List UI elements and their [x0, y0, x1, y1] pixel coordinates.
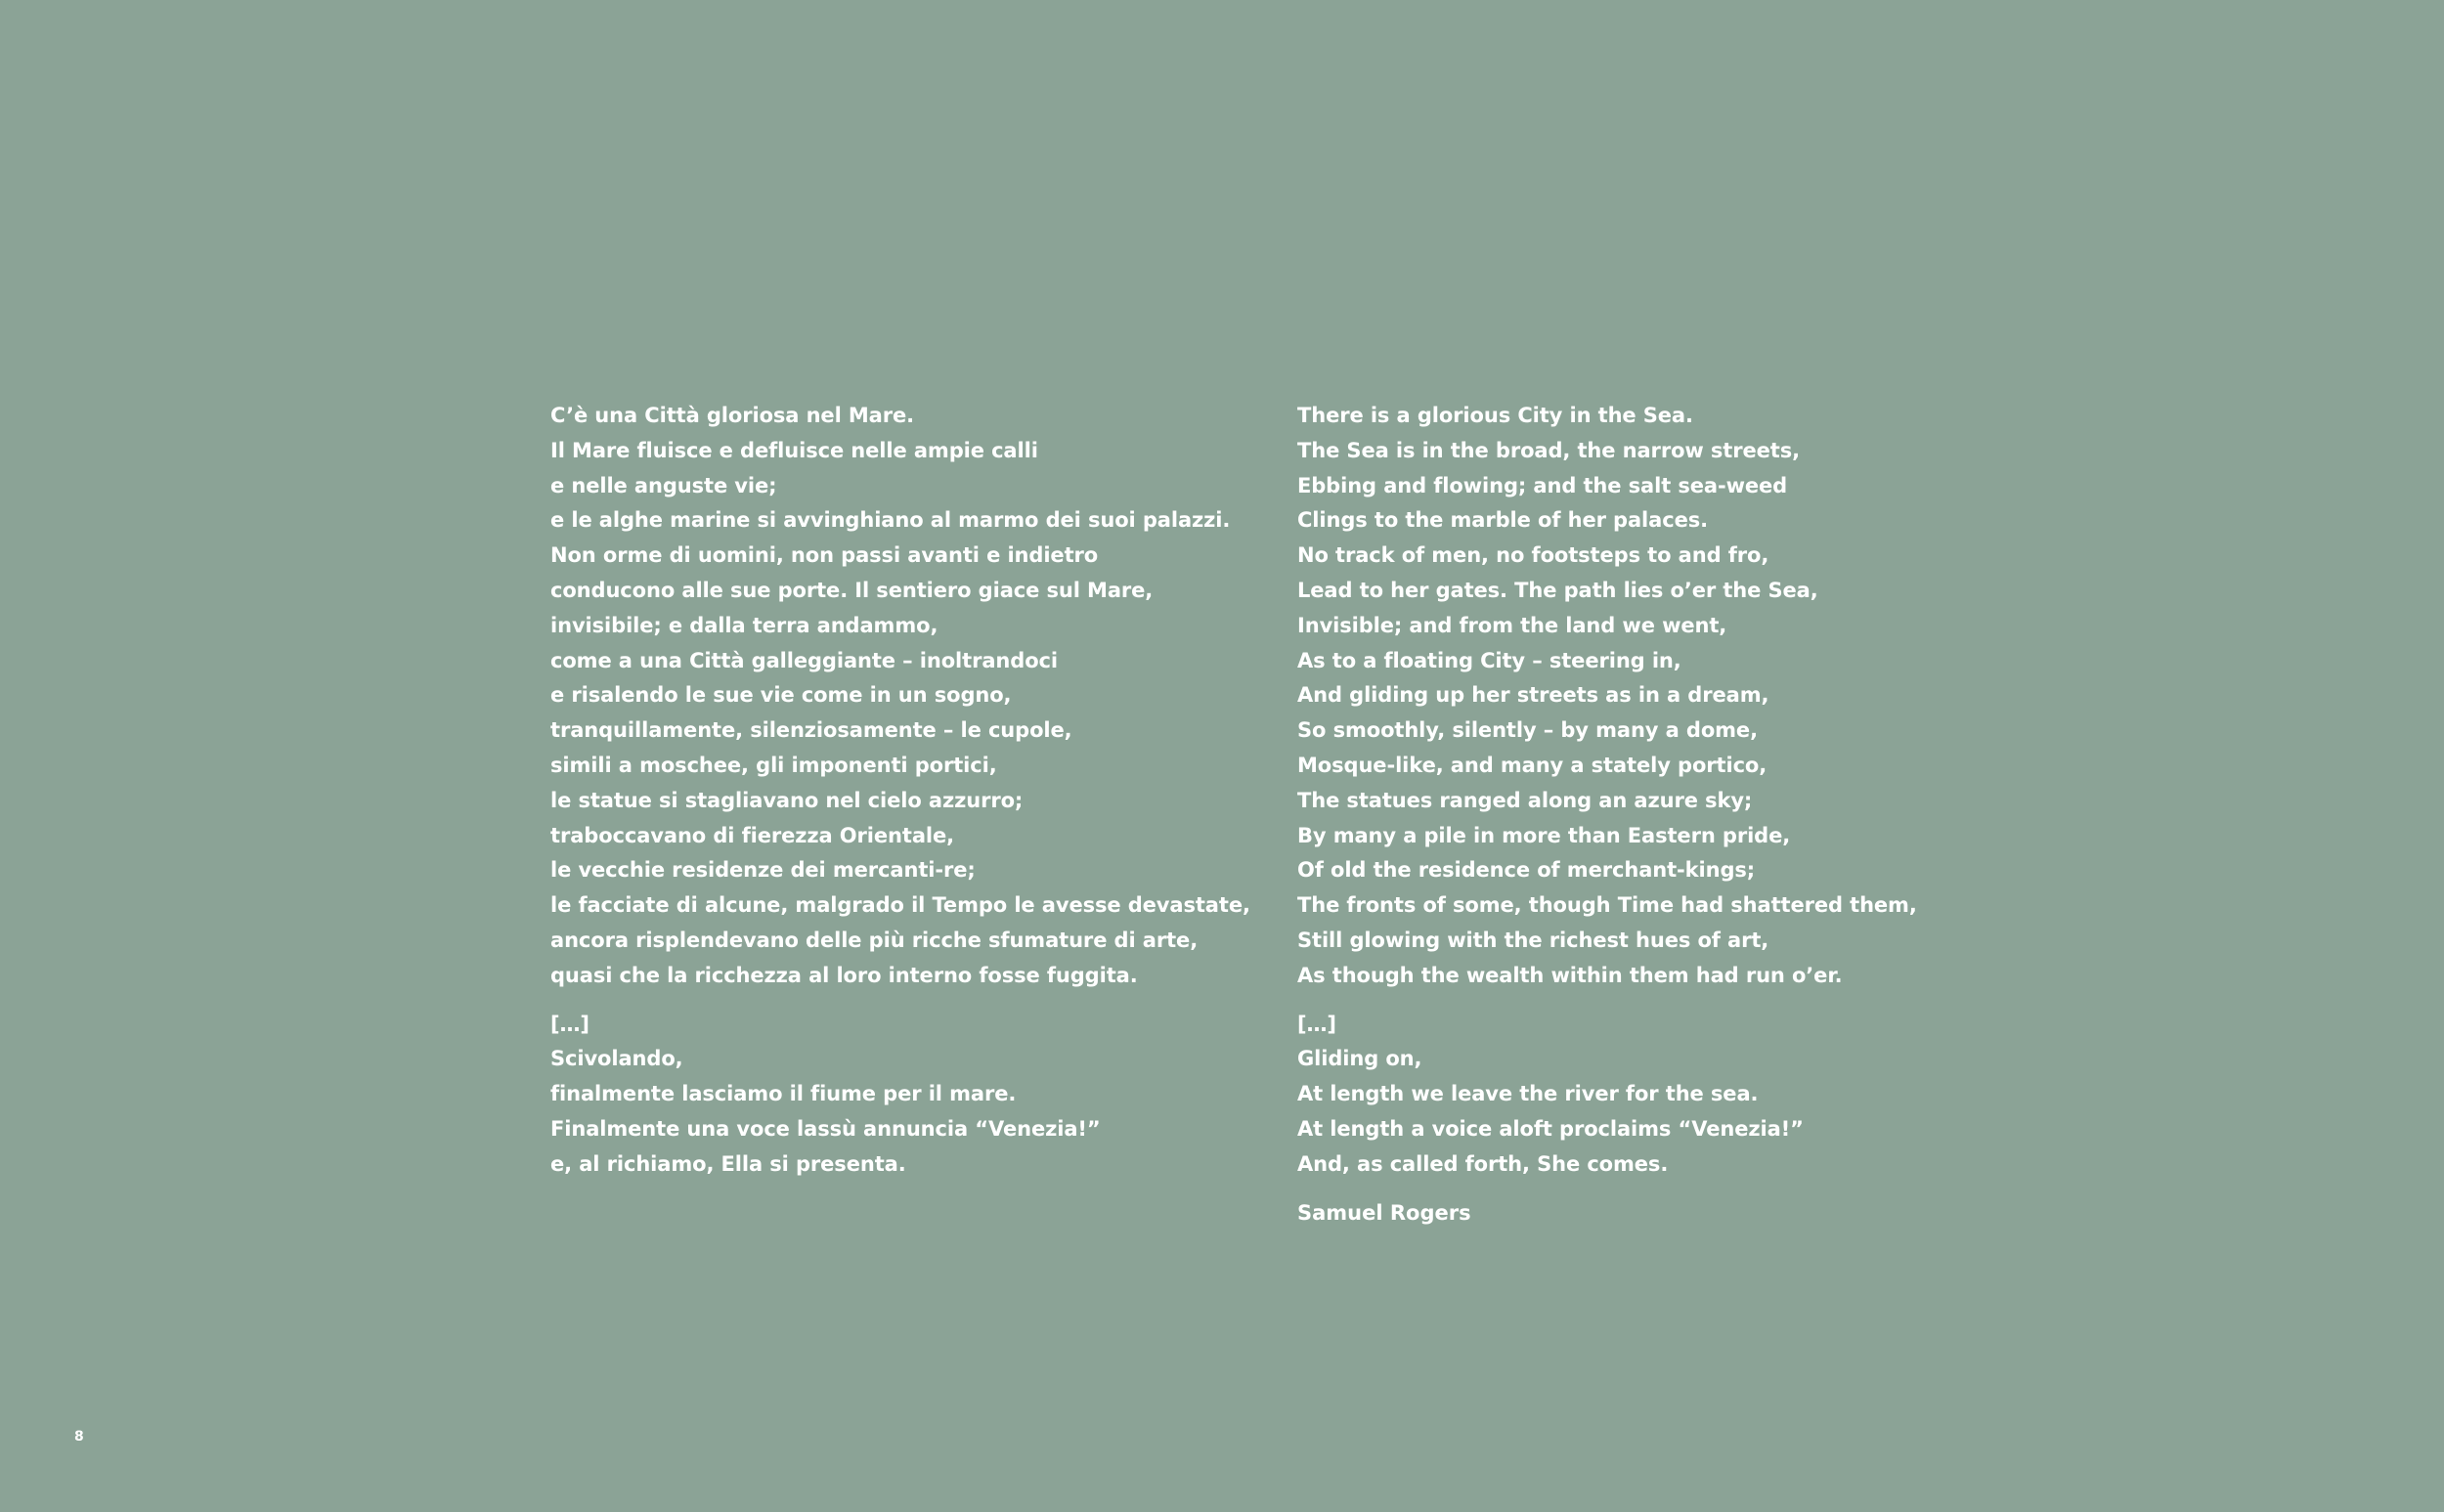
poem-line: Of old the residence of merchant-kings;: [1297, 858, 1756, 883]
poem-line: le facciate di alcune, malgrado il Tempo le avesse devastate,: [550, 893, 1250, 918]
italian-stanza-1: [550, 399, 1250, 994]
poem-line: le vecchie residenze dei mercanti-re;: [550, 858, 976, 883]
poem-line: ancora risplendevano delle più ricche sfumature di arte,: [550, 928, 1199, 952]
poem-line: C’è una Città gloriosa nel Mare.: [550, 404, 915, 427]
poem-line: Il Mare fluisce e defluisce nelle ampie calli: [550, 438, 1038, 462]
poem-line: Invisible; and from the land we went,: [1297, 613, 1727, 637]
poem-line: Clings to the marble of her palaces.: [1297, 508, 1708, 533]
poem-line: conducono alle sue porte. Il sentiero giace sul Mare,: [550, 578, 1154, 602]
poem-line: Gliding on,: [1297, 1047, 1422, 1071]
poem-line: As to a floating City – steering in,: [1297, 648, 1681, 672]
poem-line: So smoothly, silently – by many a dome,: [1297, 718, 1758, 743]
english-poem: [1297, 399, 2040, 1231]
poem-line: Still glowing with the richest hues of art,: [1297, 928, 1769, 952]
english-stanza-2: [1297, 1008, 2040, 1183]
poem-line: traboccavano di fierezza Orientale,: [550, 823, 955, 847]
poem-line: simili a moschee, gli imponenti portici,: [550, 753, 997, 777]
poem-line: Non orme di uomini, non passi avanti e indietro: [550, 543, 1099, 568]
poem-author: Samuel Rogers: [1297, 1200, 1471, 1225]
poem-line: Mosque-like, and many a stately portico,: [1297, 753, 1768, 777]
poem-line: The statues ranged along an azure sky;: [1297, 788, 1753, 812]
english-stanza-1: [1297, 399, 2040, 994]
poem-line: come a una Città galleggiante – inoltrandoci: [550, 648, 1058, 672]
italian-stanza-2: [550, 1008, 1235, 1183]
poem-line: And gliding up her streets as in a dream,: [1297, 683, 1769, 708]
poem-line: Finalmente una voce lassù annuncia “Venezia!”: [550, 1116, 1101, 1141]
poem-line: There is a glorious City in the Sea.: [1297, 404, 1693, 427]
poem-line: Scivolando,: [550, 1047, 683, 1071]
poem-line: e nelle anguste vie;: [550, 473, 777, 497]
poem-line: e, al richiamo, Ella si presenta.: [550, 1151, 906, 1176]
poem-line: e le alghe marine si avvinghiano al marmo dei suoi palazzi.: [550, 508, 1231, 533]
poem-line: […]: [1297, 1012, 1336, 1036]
page-number: 8: [74, 1429, 84, 1445]
poem-line: quasi che la ricchezza al loro interno fosse fuggita.: [550, 963, 1138, 987]
poem-line: Lead to her gates. The path lies o’er the Sea,: [1297, 578, 1818, 602]
poem-line: tranquillamente, silenziosamente – le cupole,: [550, 718, 1072, 743]
poem-line: And, as called forth, She comes.: [1297, 1151, 1669, 1176]
poem-line: The fronts of some, though Time had shattered them,: [1297, 893, 1917, 918]
poem-line: […]: [550, 1012, 589, 1036]
poem-line: e risalendo le sue vie come in un sogno,: [550, 683, 1012, 708]
poem-line: finalmente lasciamo il fiume per il mare.: [550, 1082, 1017, 1106]
poem-line: At length we leave the river for the sea.: [1297, 1082, 1759, 1106]
poem-line: le statue si stagliavano nel cielo azzurro;: [550, 788, 1024, 812]
poem-line: Ebbing and flowing; and the salt sea-weed: [1297, 473, 1788, 497]
poem-line: invisibile; e dalla terra andammo,: [550, 613, 938, 637]
poem-line: No track of men, no footsteps to and fro,: [1297, 543, 1769, 568]
poem-line: At length a voice aloft proclaims “Venezia!”: [1297, 1116, 1804, 1141]
poem-line: By many a pile in more than Eastern pride,: [1297, 823, 1791, 847]
poem-line: As though the wealth within them had run o’er.: [1297, 963, 1843, 987]
italian-poem: [550, 399, 1250, 1183]
poem-line: The Sea is in the broad, the narrow streets,: [1297, 438, 1801, 462]
